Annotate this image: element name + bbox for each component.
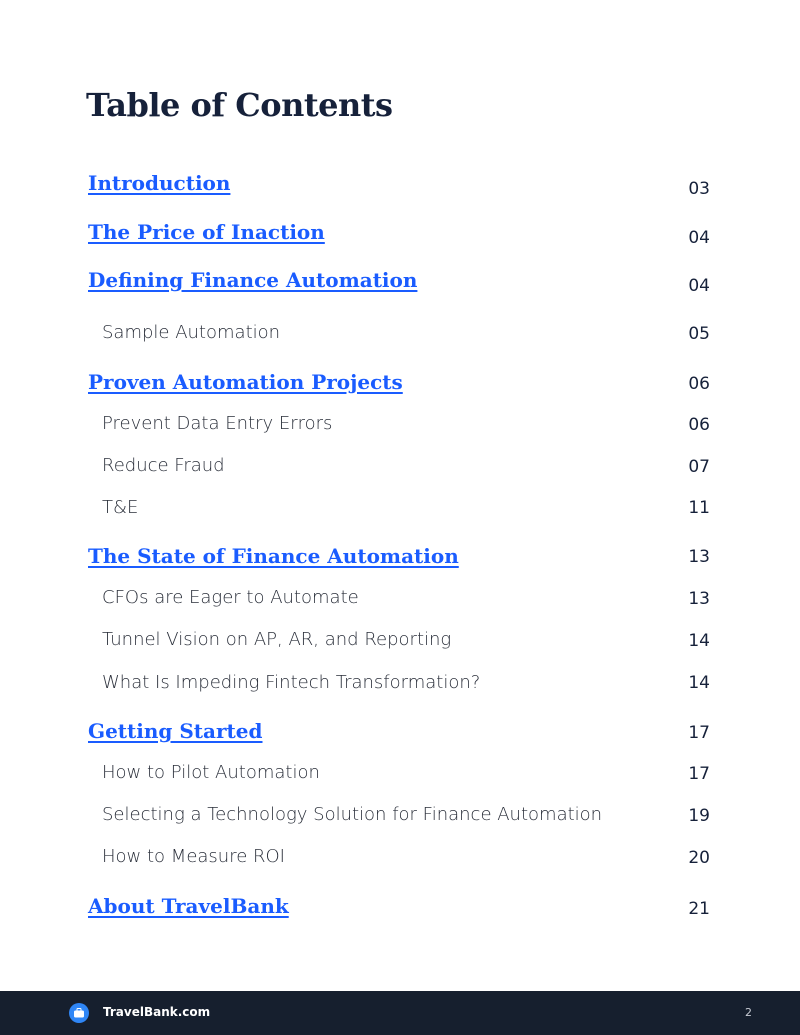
toc-page-number: 19 — [688, 806, 710, 826]
toc-subsection-label: How to Measure ROI — [102, 846, 285, 867]
toc-page-number: 21 — [688, 899, 710, 919]
footer-url[interactable]: TravelBank.com — [103, 1005, 211, 1019]
toc-entry-about-travelbank — [0, 894, 800, 924]
toc-page-number: 04 — [688, 228, 710, 248]
toc-link[interactable]: Introduction — [88, 171, 231, 195]
toc-entry-impeding-fintech — [0, 672, 800, 702]
toc-subsection-label: Tunnel Vision on AP, AR, and Reporting — [102, 629, 452, 650]
page-footer — [0, 991, 800, 1035]
toc-page-number: 06 — [688, 415, 710, 435]
toc-subsection-label: Reduce Fraud — [102, 455, 225, 476]
page-title: Table of Contents — [86, 86, 393, 124]
toc-entry-cfos-eager — [0, 587, 800, 617]
toc-subsection-label: What Is Impeding Fintech Transformation? — [102, 672, 481, 693]
toc-subsection-label: CFOs are Eager to Automate — [102, 587, 359, 608]
toc-entry-tunnel-vision — [0, 629, 800, 659]
toc-page-number: 13 — [688, 547, 710, 567]
toc-link[interactable]: Defining Finance Automation — [88, 268, 418, 292]
toc-link[interactable]: Getting Started — [88, 719, 263, 743]
toc-entry-selecting-technology — [0, 804, 800, 834]
toc-page-number: 05 — [688, 324, 710, 344]
toc-page-number: 06 — [688, 374, 710, 394]
toc-entry-price-of-inaction — [0, 220, 800, 250]
toc-link[interactable]: The State of Finance Automation — [88, 544, 459, 568]
toc-entry-getting-started — [0, 719, 800, 749]
toc-entry-measure-roi — [0, 846, 800, 876]
toc-subsection-label: Selecting a Technology Solution for Finance Automation — [102, 804, 603, 825]
toc-page-number: 13 — [688, 589, 710, 609]
footer-page-number: 2 — [745, 1006, 752, 1019]
toc-entry-proven-automation-projects — [0, 370, 800, 400]
toc-page-number: 04 — [688, 276, 710, 296]
toc-page-number: 14 — [688, 631, 710, 651]
toc-page-number: 03 — [688, 179, 710, 199]
toc-entry-t-and-e — [0, 497, 800, 527]
toc-subsection-label: T&E — [102, 497, 139, 518]
toc-entry-state-of-finance-automation — [0, 544, 800, 574]
toc-page-number: 17 — [688, 723, 710, 743]
toc-link[interactable]: The Price of Inaction — [88, 220, 325, 244]
toc-entry-defining-finance-automation — [0, 268, 800, 298]
toc-page-number: 07 — [688, 457, 710, 477]
toc-page-number: 11 — [688, 498, 710, 518]
toc-subsection-label: Prevent Data Entry Errors — [102, 413, 333, 434]
toc-subsection-label: Sample Automation — [102, 322, 281, 343]
toc-entry-introduction — [0, 171, 800, 201]
toc-page-number: 20 — [688, 848, 710, 868]
toc-link[interactable]: About TravelBank — [88, 894, 289, 918]
toc-entry-sample-automation — [0, 322, 800, 352]
toc-link[interactable]: Proven Automation Projects — [88, 370, 403, 394]
briefcase-icon — [69, 1003, 89, 1023]
toc-page-number: 17 — [688, 764, 710, 784]
toc-entry-pilot-automation — [0, 762, 800, 792]
toc-subsection-label: How to Pilot Automation — [102, 762, 320, 783]
toc-page-number: 14 — [688, 673, 710, 693]
toc-entry-prevent-data-entry-errors — [0, 413, 800, 443]
toc-entry-reduce-fraud — [0, 455, 800, 485]
